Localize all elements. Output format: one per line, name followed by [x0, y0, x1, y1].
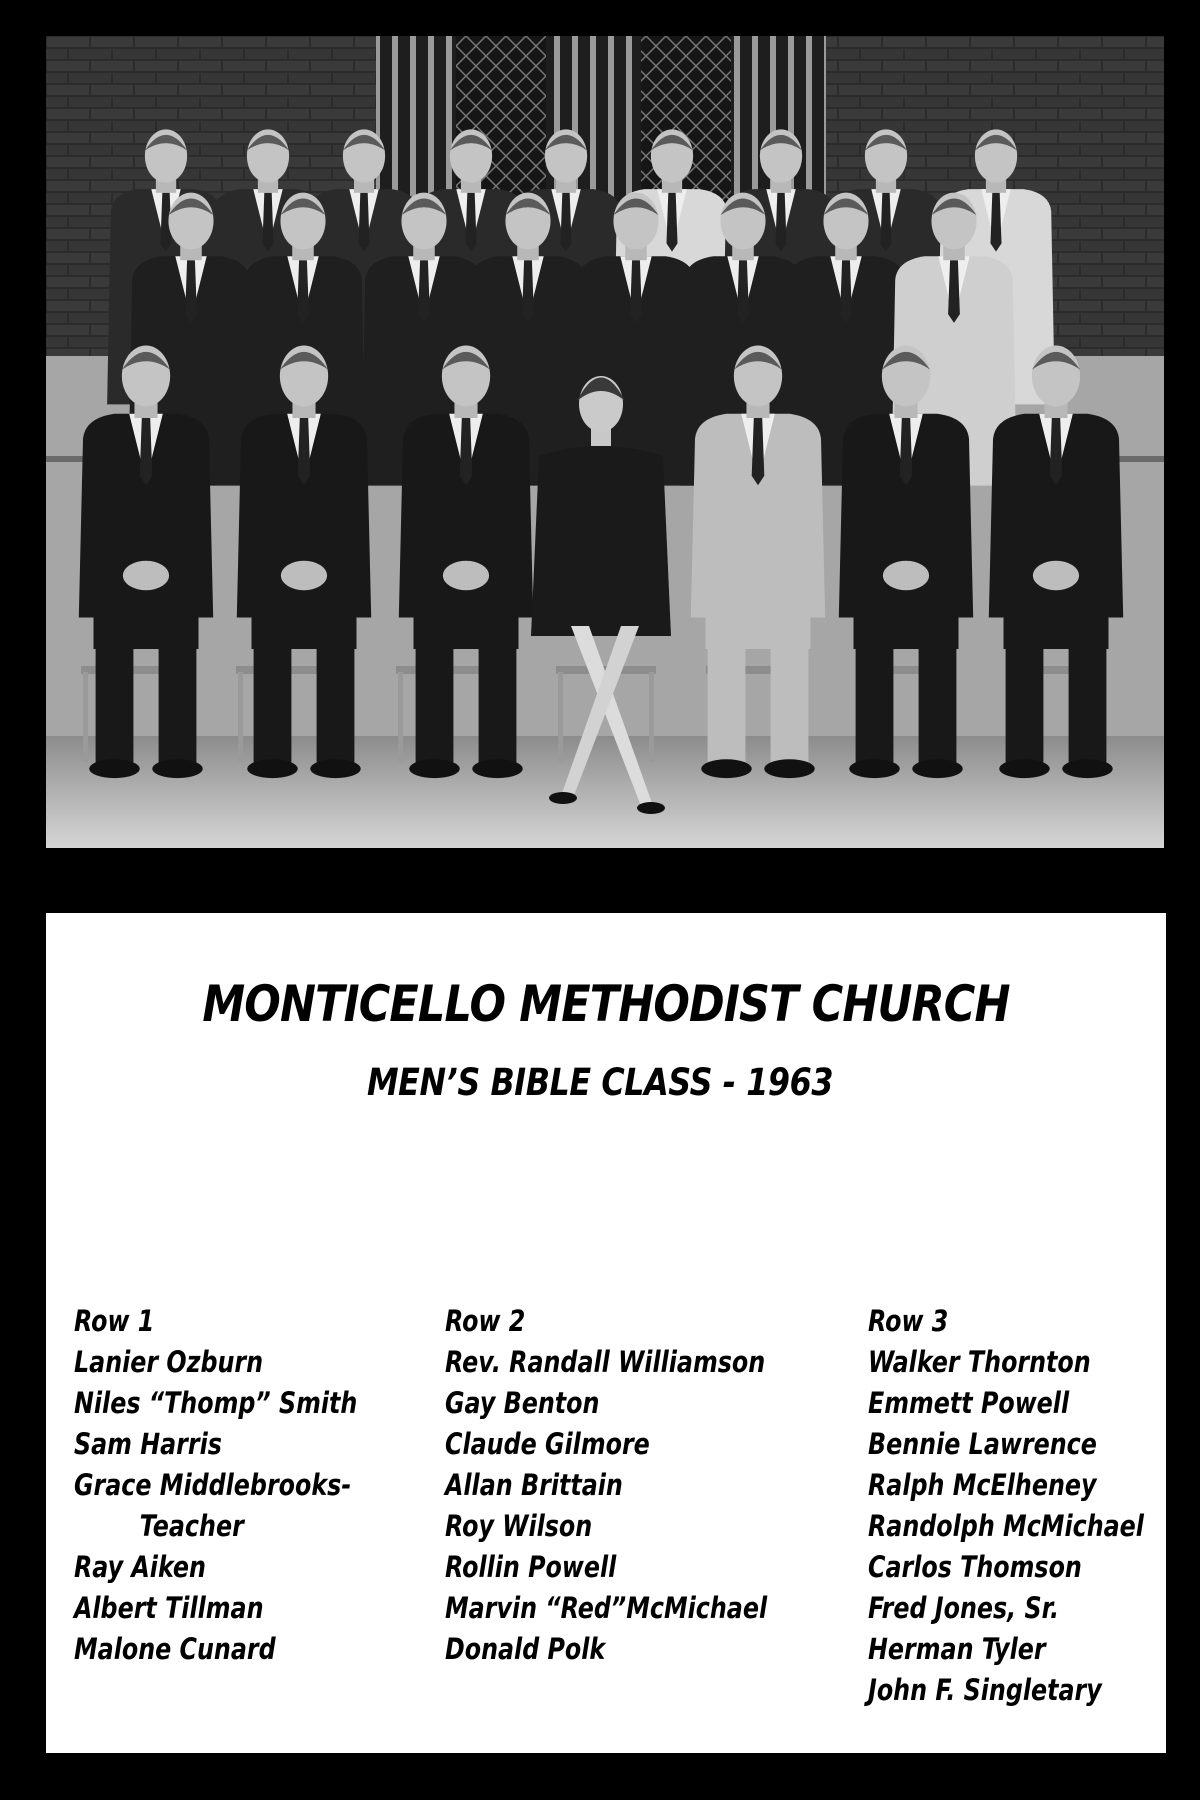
list-item: Malone Cunard [74, 1632, 276, 1666]
group-photograph [46, 36, 1164, 848]
list-item: Grace Middlebrooks- [74, 1468, 352, 1502]
porch-floor [46, 736, 1164, 848]
list-item: Allan Brittain [445, 1468, 623, 1502]
row-3-column [868, 1301, 1144, 1711]
list-item: Walker Thornton [868, 1345, 1091, 1379]
list-item: Donald Polk [445, 1632, 606, 1666]
list-item: Gay Benton [445, 1386, 600, 1420]
row-heading: Row 3 [868, 1304, 949, 1338]
list-item: Fred Jones, Sr. [868, 1591, 1059, 1625]
list-item: Emmett Powell [868, 1386, 1070, 1420]
page-subtitle: MEN’S BIBLE CLASS - 1963 [366, 1061, 834, 1104]
list-item: Ray Aiken [74, 1550, 206, 1584]
list-item: Rev. Randall Williamson [445, 1345, 766, 1379]
list-item: Albert Tillman [74, 1591, 264, 1625]
list-item: Roy Wilson [445, 1509, 593, 1543]
row-heading: Row 1 [74, 1304, 155, 1338]
row-2-column [445, 1301, 767, 1670]
list-item: Rollin Powell [445, 1550, 617, 1584]
list-item: Ralph McElheney [868, 1468, 1097, 1502]
row-heading: Row 2 [445, 1304, 526, 1338]
list-item: Carlos Thomson [868, 1550, 1082, 1584]
list-item: Bennie Lawrence [868, 1427, 1097, 1461]
list-item: Claude Gilmore [445, 1427, 650, 1461]
list-item: John F. Singletary [868, 1673, 1102, 1707]
list-item: Marvin “Red”McMichael [445, 1591, 768, 1625]
list-item: Sam Harris [74, 1427, 222, 1461]
list-item: Lanier Ozburn [74, 1345, 264, 1379]
caption-card [46, 913, 1166, 1753]
list-item: Niles “Thomp” Smith [74, 1386, 358, 1420]
list-item: Teacher [139, 1509, 244, 1543]
row-1-column [74, 1301, 357, 1670]
page-title: MONTICELLO METHODIST CHURCH [202, 975, 1010, 1033]
list-item: Randolph McMichael [868, 1509, 1144, 1543]
list-item: Herman Tyler [868, 1632, 1046, 1666]
